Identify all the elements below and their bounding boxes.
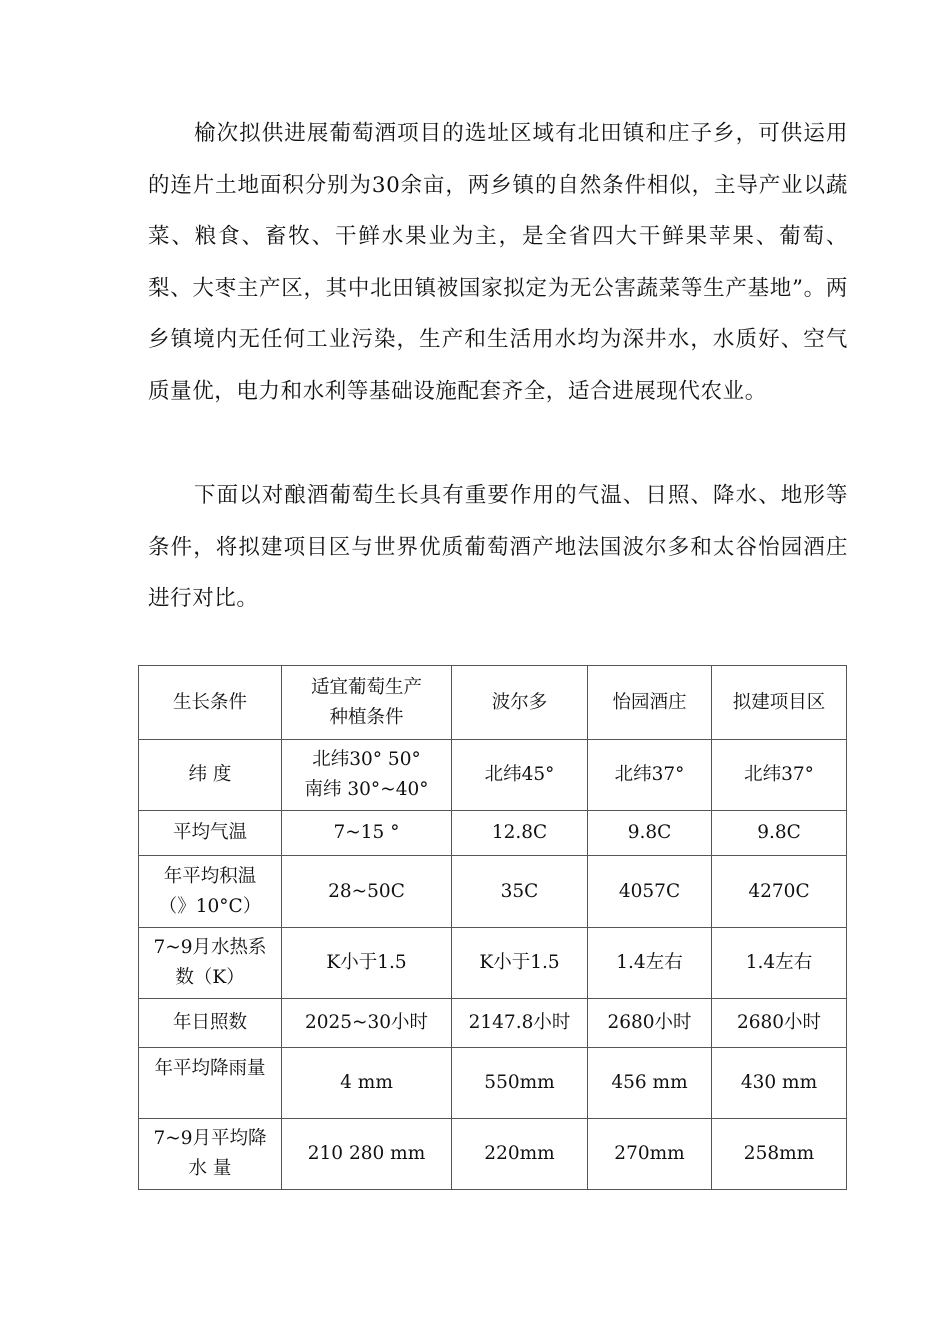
- table-row: [139, 856, 847, 928]
- paragraph-site-selection: 榆次拟供进展葡萄酒项目的选址区域有北田镇和庄子乡，可供运用的连片土地面积分别为30余亩，两乡镇的自然条件相似，主导产业以蔬菜、粮食、畜牧、干鲜水果业为主，是全省四大干鲜果苹果、葡萄、梨、大枣主产区，其中北田镇被国家拟定为无公害蔬菜等生产基地”。两乡镇境内无任何工业污染，生产和生活用水均为深井水，水质好、空气质量优，电力和水利等基础设施配套齐全，适合进展现代农业。: [148, 121, 848, 404]
- table-cell: 258mm: [712, 1119, 847, 1190]
- table-cell: 28~50C: [282, 856, 452, 928]
- table-header-cell: 拟建项目区: [712, 666, 847, 740]
- table-row: [139, 1119, 847, 1190]
- table-cell: 430 mm: [712, 1048, 847, 1119]
- table-cell: 4057C: [588, 856, 712, 928]
- table-cell: 1.4左右: [712, 928, 847, 999]
- table-cell: 2680小时: [588, 999, 712, 1048]
- table-cell: K小于1.5: [282, 928, 452, 999]
- table-cell: 35C: [452, 856, 588, 928]
- table-header-cell: 生长条件: [139, 666, 282, 740]
- table-row: [139, 740, 847, 811]
- table-cell: 2147.8小时: [452, 999, 588, 1048]
- table-row: [139, 999, 847, 1048]
- table-cell: 9.8C: [588, 811, 712, 856]
- table-cell: 12.8C: [452, 811, 588, 856]
- table-cell: 年日照数: [139, 999, 282, 1048]
- table-cell: 550mm: [452, 1048, 588, 1119]
- table-cell: 年平均降雨量: [139, 1048, 282, 1119]
- table-header-cell: 波尔多: [452, 666, 588, 740]
- table-cell: 210 280 mm: [282, 1119, 452, 1190]
- table-cell: 平均气温: [139, 811, 282, 856]
- table-header-cell: 适宜葡萄生产 种植条件: [282, 666, 452, 740]
- paragraph-comparison-intro: 下面以对酿酒葡萄生长具有重要作用的气温、日照、降水、地形等条件，将拟建项目区与世界优质葡萄酒产地法国波尔多和太谷怡园酒庄进行对比。: [148, 483, 848, 611]
- table-cell: 纬 度: [139, 740, 282, 811]
- table-header-cell: 怡园酒庄: [588, 666, 712, 740]
- table-cell: 2680小时: [712, 999, 847, 1048]
- table-cell: 7~15 °: [282, 811, 452, 856]
- table-cell: 220mm: [452, 1119, 588, 1190]
- table-cell: 9.8C: [712, 811, 847, 856]
- table-header-row: [139, 666, 847, 740]
- table-cell: 北纬37°: [712, 740, 847, 811]
- table-cell: 270mm: [588, 1119, 712, 1190]
- table-cell: 456 mm: [588, 1048, 712, 1119]
- table-row: [139, 928, 847, 999]
- table-cell: 4 mm: [282, 1048, 452, 1119]
- table-cell: K小于1.5: [452, 928, 588, 999]
- table-row: [139, 1048, 847, 1119]
- table-cell: 4270C: [712, 856, 847, 928]
- table-cell: 北纬45°: [452, 740, 588, 811]
- table-cell: 北纬37°: [588, 740, 712, 811]
- table-cell: 7~9月水热系 数（K）: [139, 928, 282, 999]
- table-cell: 北纬30° 50° 南纬 30°~40°: [282, 740, 452, 811]
- table-cell: 2025~30小时: [282, 999, 452, 1048]
- table-cell: 年平均积温 （》10°C）: [139, 856, 282, 928]
- table-row: [139, 811, 847, 856]
- comparison-table: [138, 665, 847, 1190]
- table-cell: 7~9月平均降 水 量: [139, 1119, 282, 1190]
- table-cell: 1.4左右: [588, 928, 712, 999]
